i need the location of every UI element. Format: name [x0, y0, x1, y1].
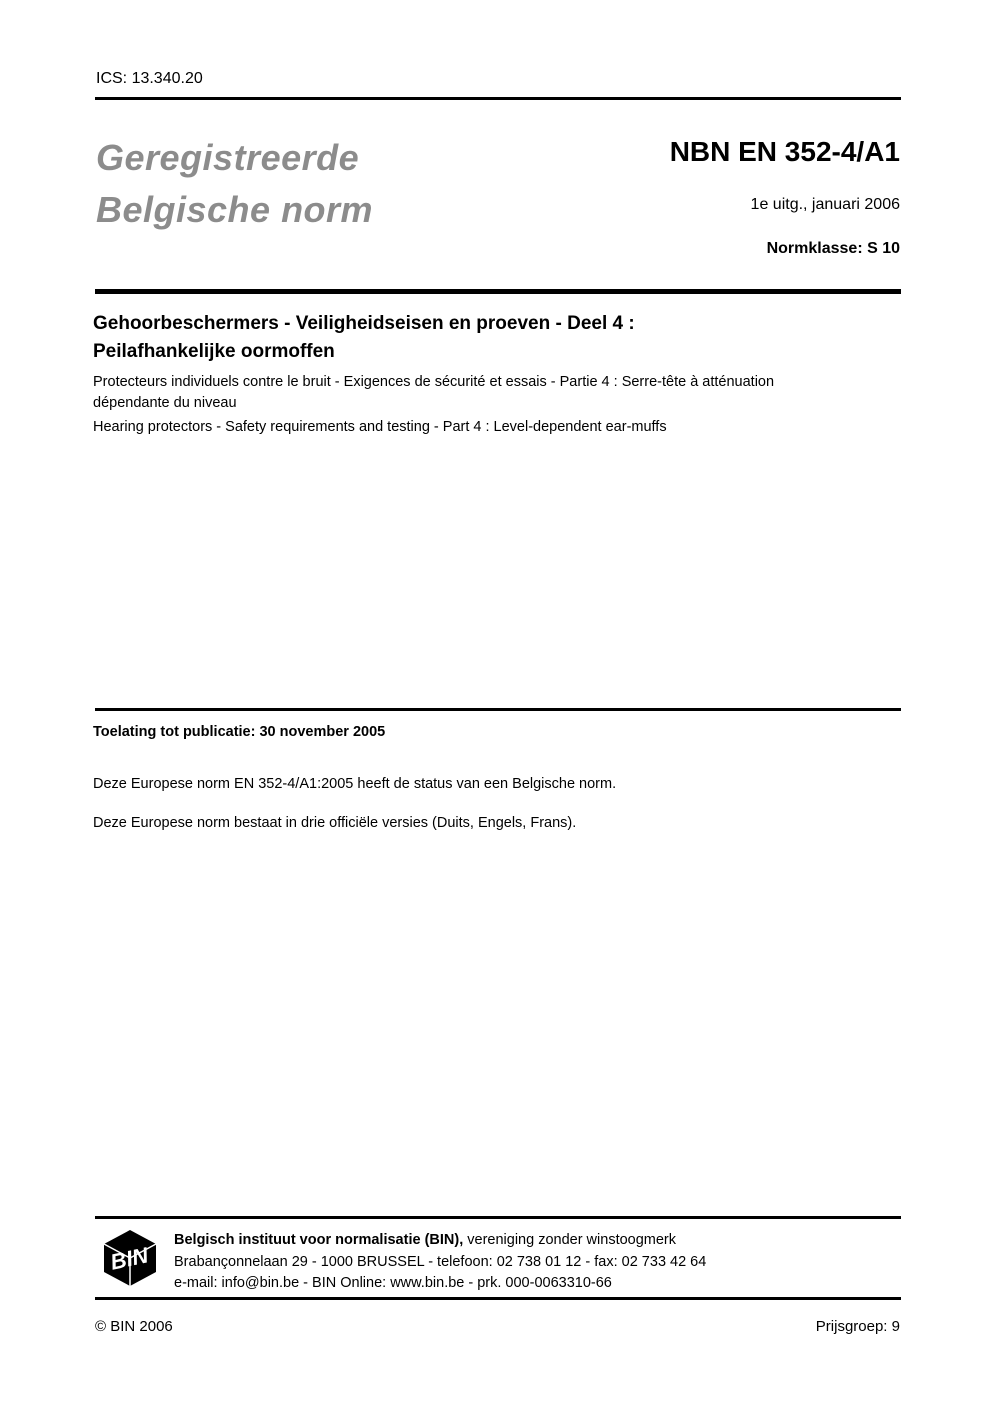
norm-number: NBN EN 352-4/A1 [669, 136, 900, 167]
copyright-notice: © BIN 2006 [95, 1318, 173, 1335]
norm-identification-block [480, 136, 900, 258]
title-dutch-line2: Peilafhankelijke oormoffen [93, 341, 335, 362]
registered-norm-line2: Belgische norm [96, 189, 374, 230]
norm-class: Normklasse: S 10 [766, 240, 900, 257]
institute-name-bold: Belgisch instituut voor normalisatie (BIN), [174, 1232, 464, 1248]
status-statement: Deze Europese norm EN 352-4/A1:2005 heeft de status van een Belgische norm. [93, 776, 617, 792]
ics-code: ICS: 13.340.20 [96, 70, 203, 87]
institute-contact: e-mail: info@bin.be - BIN Online: www.bin.be - prk. 000-0063310-66 [174, 1275, 612, 1291]
title-dutch-line1: Gehoorbeschermers - Veiligheidseisen en proeven - Deel 4 : [93, 313, 635, 334]
header-rule [95, 289, 901, 294]
institute-text [174, 1228, 706, 1295]
body-rule [95, 708, 901, 711]
bin-logo-icon [100, 1228, 160, 1288]
top-rule [95, 97, 901, 100]
title-french-line1: Protecteurs individuels contre le bruit - Exigences de sécurité et essais - Partie 4 : Serre-tête à atténuation [93, 374, 775, 390]
footer-top-rule [95, 1216, 901, 1219]
institute-address: Brabançonnelaan 29 - 1000 BRUSSEL - telefoon: 02 738 01 12 - fax: 02 733 42 64 [174, 1253, 707, 1270]
title-english: Hearing protectors - Safety requirements and testing - Part 4 : Level-dependent ear-muffs [93, 419, 667, 435]
registered-norm-line1: Geregistreerde [96, 137, 360, 178]
price-group: Prijsgroep: 9 [815, 1318, 900, 1335]
bottom-row [95, 1318, 900, 1335]
registered-norm-heading [96, 132, 373, 236]
title-french-line2: dépendante du niveau [93, 395, 237, 411]
footer-bottom-rule [95, 1297, 901, 1300]
versions-statement: Deze Europese norm bestaat in drie officiële versies (Duits, Engels, Frans). [93, 815, 577, 831]
title-dutch [93, 310, 903, 366]
institute-name-line [174, 1230, 706, 1252]
bin-logo-text: BIN [108, 1242, 151, 1275]
institute-name-rest: vereniging zonder winstoogmerk [463, 1232, 677, 1248]
title-french [93, 372, 903, 414]
publication-approval: Toelating tot publicatie: 30 november 2005 [93, 724, 386, 740]
institute-block [100, 1228, 900, 1295]
edition-date: 1e uitg., januari 2006 [750, 196, 900, 213]
